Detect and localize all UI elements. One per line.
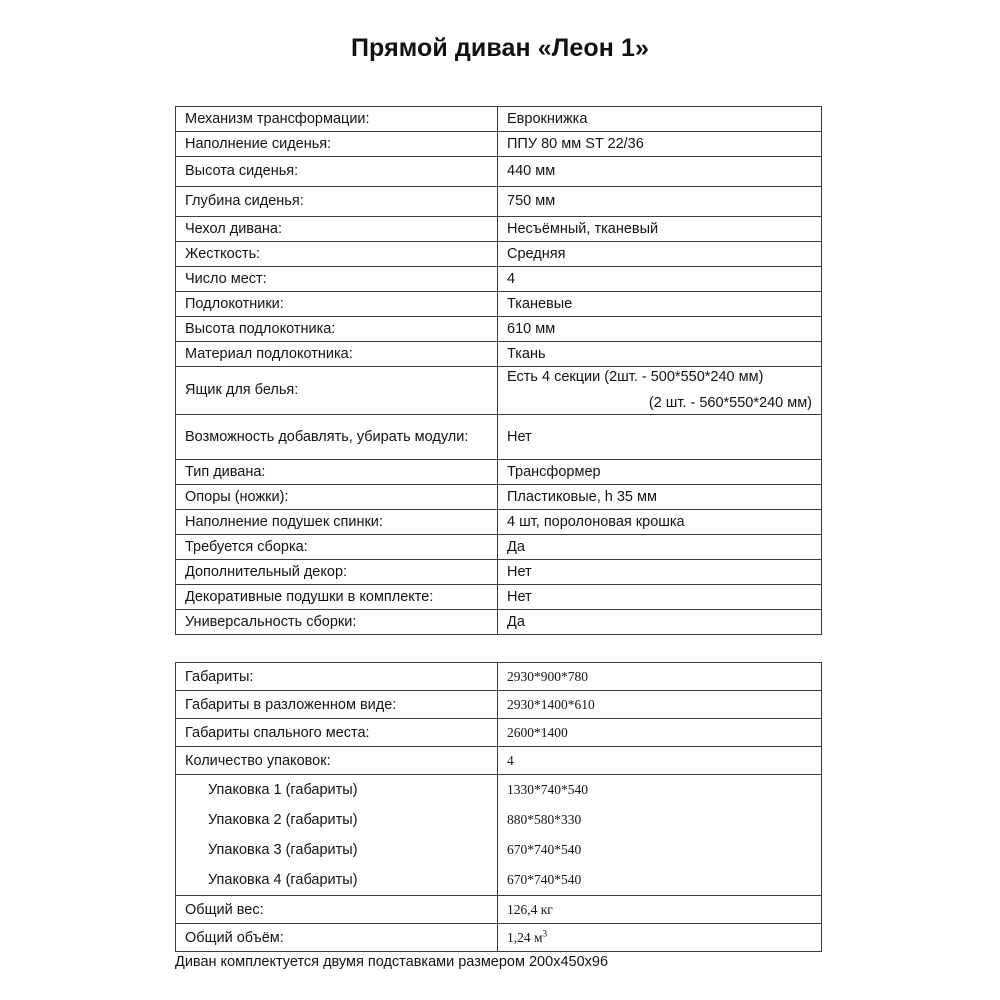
table-row [176, 610, 822, 635]
spec-value: Еврокнижка [498, 107, 822, 132]
list-item [498, 835, 821, 865]
table-row [176, 217, 822, 242]
total-volume-label: Общий объём: [176, 924, 498, 952]
spec-value: 750 мм [498, 187, 822, 217]
dimension-label: Габариты: [176, 663, 498, 691]
table-row [176, 242, 822, 267]
spec-label: Чехол дивана: [176, 217, 498, 242]
spec-label: Ящик для белья: [176, 367, 498, 415]
spec-value: Нет [498, 415, 822, 460]
table-row [176, 317, 822, 342]
spec-value: ППУ 80 мм ST 22/36 [498, 132, 822, 157]
list-item [176, 805, 497, 835]
spec-label: Наполнение сиденья: [176, 132, 498, 157]
spec-label: Подлокотники: [176, 292, 498, 317]
table-row [176, 187, 822, 217]
package-value-list [498, 775, 821, 895]
spec-value: Тканевые [498, 292, 822, 317]
spec-value: 440 мм [498, 157, 822, 187]
package-label-list [176, 775, 497, 895]
storage-box-line-1: Есть 4 секции (2шт. - 500*550*240 мм) [507, 369, 764, 385]
dimension-label: Количество упаковок: [176, 747, 498, 775]
storage-box-value [507, 370, 821, 411]
spec-label: Материал подлокотника: [176, 342, 498, 367]
spec-label: Высота подлокотника: [176, 317, 498, 342]
list-item [176, 865, 497, 895]
package-label: Упаковка 2 (габариты) [208, 812, 358, 828]
spec-label: Наполнение подушек спинки: [176, 510, 498, 535]
table-row [176, 535, 822, 560]
list-item [498, 775, 821, 805]
spec-label-text: Возможность добавлять, убирать модули: [185, 429, 469, 445]
spec-label [176, 415, 498, 460]
table-row [176, 510, 822, 535]
page-title: Прямой диван «Леон 1» [350, 34, 650, 62]
table-row [176, 292, 822, 317]
spec-value: Нет [498, 560, 822, 585]
spec-label: Декоративные подушки в комплекте: [176, 585, 498, 610]
spec-value: 4 [498, 267, 822, 292]
spec-label: Высота сиденья: [176, 157, 498, 187]
cubic-exponent: 3 [542, 928, 548, 938]
spec-value: Пластиковые, h 35 мм [498, 485, 822, 510]
spec-value: Нет [498, 585, 822, 610]
table-row [176, 719, 822, 747]
total-weight-label: Общий вес: [176, 896, 498, 924]
spec-label: Дополнительный декор: [176, 560, 498, 585]
storage-box-line-2: (2 шт. - 560*550*240 мм) [648, 395, 812, 411]
spec-label: Глубина сиденья: [176, 187, 498, 217]
table-row-storage-box [176, 367, 822, 415]
list-item [176, 835, 497, 865]
package-label: Упаковка 3 (габариты) [208, 842, 358, 858]
dimension-value: 2930*900*780 [498, 663, 822, 691]
table-row [176, 267, 822, 292]
package-label: Упаковка 4 (габариты) [208, 872, 358, 888]
spec-value: Ткань [498, 342, 822, 367]
list-item [498, 805, 821, 835]
dimension-value: 4 [498, 747, 822, 775]
table-row [176, 560, 822, 585]
spec-value: Да [498, 610, 822, 635]
table-row [176, 663, 822, 691]
table-row [176, 585, 822, 610]
spec-label: Жесткость: [176, 242, 498, 267]
table-row [176, 485, 822, 510]
dimensions-table [175, 662, 822, 952]
spec-value: Да [498, 535, 822, 560]
package-labels-cell [176, 775, 498, 896]
specifications-table [175, 106, 822, 635]
footer-note: Диван комплектуется двумя подставками размером 200x450x96 [175, 954, 609, 970]
table-row [176, 460, 822, 485]
spec-value [498, 367, 822, 415]
package-value: 670*740*540 [507, 872, 582, 887]
table-row [176, 691, 822, 719]
table-row [176, 896, 822, 924]
spec-value: Средняя [498, 242, 822, 267]
package-label: Упаковка 1 (габариты) [208, 782, 358, 798]
total-weight-value: 126,4 кг [498, 896, 822, 924]
package-value: 1330*740*540 [507, 782, 588, 797]
table-row [176, 747, 822, 775]
dimension-label: Габариты в разложенном виде: [176, 691, 498, 719]
spec-label: Тип дивана: [176, 460, 498, 485]
table-row [176, 107, 822, 132]
table-row [176, 132, 822, 157]
dimension-label: Габариты спального места: [176, 719, 498, 747]
table-row [176, 924, 822, 952]
spec-value: Трансформер [498, 460, 822, 485]
table-row-packages [176, 775, 822, 896]
spec-value: Несъёмный, тканевый [498, 217, 822, 242]
spec-label: Универсальность сборки: [176, 610, 498, 635]
spec-label: Требуется сборка: [176, 535, 498, 560]
table-row [176, 342, 822, 367]
table-row [176, 415, 822, 460]
total-volume-value [498, 924, 822, 952]
spec-label: Механизм трансформации: [176, 107, 498, 132]
spec-value: 610 мм [498, 317, 822, 342]
package-value: 880*580*330 [507, 812, 582, 827]
dimension-value: 2930*1400*610 [498, 691, 822, 719]
dimension-value: 2600*1400 [498, 719, 822, 747]
spec-value: 4 шт, поролоновая крошка [498, 510, 822, 535]
total-volume-number: 1,24 м [507, 929, 543, 945]
table-row [176, 157, 822, 187]
package-values-cell [498, 775, 822, 896]
package-value: 670*740*540 [507, 842, 582, 857]
list-item [498, 865, 821, 895]
spec-label: Опоры (ножки): [176, 485, 498, 510]
list-item [176, 775, 497, 805]
spec-label: Число мест: [176, 267, 498, 292]
